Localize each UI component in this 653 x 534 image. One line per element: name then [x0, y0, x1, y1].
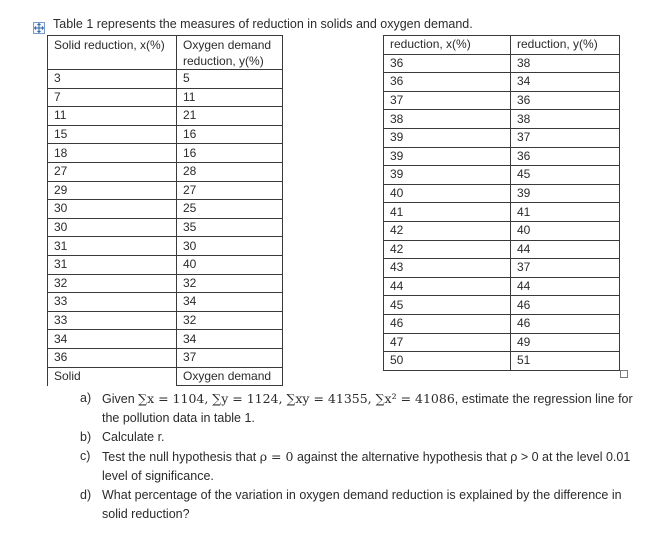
table-footer-row [48, 367, 283, 386]
table-row [384, 333, 620, 352]
cell-y-value: 16 [177, 144, 283, 163]
right-data-table [383, 35, 620, 371]
left-data-table [47, 35, 283, 386]
question-list [80, 389, 640, 524]
cell-y-value: 39 [511, 184, 620, 203]
cell-x-value: 36 [384, 54, 511, 73]
table-row [384, 54, 620, 73]
cell-y-value: 37 [511, 128, 620, 147]
cell-x-value: 31 [48, 255, 177, 274]
cell-x-value: 42 [384, 221, 511, 240]
table-row [48, 200, 283, 219]
cell-x-value: 44 [384, 277, 511, 296]
cell-x-value: 18 [48, 144, 177, 163]
cell-y-value: 51 [511, 352, 620, 371]
cell-x-value: 39 [384, 128, 511, 147]
cell-y-value: 28 [177, 162, 283, 181]
header-oxygen-demand-reduction: Oxygen demand reduction, y(%) [177, 36, 283, 70]
cell-x-value: 43 [384, 259, 511, 278]
header-solid-reduction: Solid reduction, x(%) [48, 36, 177, 70]
cell-x-value: 3 [48, 70, 177, 89]
question-marker: b) [80, 430, 92, 444]
question-c [80, 447, 640, 486]
cell-y-value: 11 [177, 88, 283, 107]
question-d [80, 486, 640, 524]
cell-y-value: 5 [177, 70, 283, 89]
cell-x-value: 27 [48, 162, 177, 181]
cell-x-value: 46 [384, 314, 511, 333]
cell-y-value: 37 [177, 348, 283, 367]
question-text-cont: against the alternative hypothesis that ρ > 0 at the level 0.01 level of significance. [102, 450, 631, 483]
question-b [80, 428, 640, 447]
cell-y-value: 25 [177, 200, 283, 219]
cell-x-value: 39 [384, 166, 511, 185]
table-row [384, 184, 620, 203]
table-row [48, 181, 283, 200]
table-row [384, 147, 620, 166]
table-row [384, 240, 620, 259]
cell-x-value: 41 [384, 203, 511, 222]
cell-x-value: 47 [384, 333, 511, 352]
cell-y-value: 16 [177, 125, 283, 144]
cell-x-value: 38 [384, 110, 511, 129]
table-row [48, 293, 283, 312]
footer-solid-label: Solid [48, 367, 177, 386]
cell-x-value: 36 [384, 73, 511, 92]
table-row [48, 162, 283, 181]
cell-y-value: 41 [511, 203, 620, 222]
table-row [48, 70, 283, 89]
move-arrows-icon [34, 23, 44, 33]
cell-x-value: 29 [48, 181, 177, 200]
table-row [384, 203, 620, 222]
question-text: Calculate r. [102, 430, 165, 444]
table-caption: Table 1 represents the measures of reduction in solids and oxygen demand. [53, 17, 473, 31]
cell-x-value: 31 [48, 237, 177, 256]
question-text: Test the null hypothesis that [102, 450, 260, 464]
cell-x-value: 7 [48, 88, 177, 107]
cell-x-value: 37 [384, 91, 511, 110]
table-row [384, 314, 620, 333]
cell-y-value: 45 [511, 166, 620, 185]
cell-y-value: 40 [511, 221, 620, 240]
cell-y-value: 36 [511, 91, 620, 110]
cell-y-value: 32 [177, 274, 283, 293]
cell-x-value: 40 [384, 184, 511, 203]
cell-y-value: 34 [511, 73, 620, 92]
cell-y-value: 27 [177, 181, 283, 200]
cell-y-value: 21 [177, 107, 283, 126]
table-row [384, 259, 620, 278]
cell-y-value: 30 [177, 237, 283, 256]
cell-y-value: 34 [177, 330, 283, 349]
table-row [48, 125, 283, 144]
question-marker: d) [80, 488, 92, 502]
table-row [48, 255, 283, 274]
cell-y-value: 35 [177, 218, 283, 237]
question-text: What percentage of the variation in oxygen demand reduction is explained by the difference in solid reduction? [102, 488, 622, 521]
cell-y-value: 37 [511, 259, 620, 278]
table-row [48, 88, 283, 107]
question-a [80, 389, 640, 428]
table-row [384, 166, 620, 185]
cell-y-value: 40 [177, 255, 283, 274]
question-text: Given [102, 392, 139, 406]
cell-x-value: 33 [48, 311, 177, 330]
table-row [384, 110, 620, 129]
cell-y-value: 46 [511, 296, 620, 315]
cell-y-value: 34 [177, 293, 283, 312]
table-row [48, 348, 283, 367]
cell-x-value: 42 [384, 240, 511, 259]
header-y-reduction: reduction, y(%) [511, 36, 620, 55]
cell-y-value: 38 [511, 54, 620, 73]
cell-x-value: 30 [48, 200, 177, 219]
cell-x-value: 45 [384, 296, 511, 315]
table-row [48, 218, 283, 237]
cell-y-value: 32 [177, 311, 283, 330]
question-math: ∑x = 1104, ∑y = 1124, ∑xy = 41355, ∑x² = 41086 [138, 391, 455, 406]
cell-x-value: 32 [48, 274, 177, 293]
table-row [48, 107, 283, 126]
table-row [384, 277, 620, 296]
table-row [384, 73, 620, 92]
table-header-row [48, 36, 283, 70]
cell-x-value: 30 [48, 218, 177, 237]
cell-x-value: 34 [48, 330, 177, 349]
table-row [384, 296, 620, 315]
header-x-reduction: reduction, x(%) [384, 36, 511, 55]
table-row [48, 311, 283, 330]
table-header-row [384, 36, 620, 55]
cell-x-value: 36 [48, 348, 177, 367]
table-row [48, 144, 283, 163]
cell-x-value: 11 [48, 107, 177, 126]
cell-y-value: 36 [511, 147, 620, 166]
table-move-handle[interactable] [33, 22, 45, 34]
table-row [384, 221, 620, 240]
cell-y-value: 38 [511, 110, 620, 129]
cell-x-value: 50 [384, 352, 511, 371]
question-marker: c) [80, 449, 91, 463]
cell-x-value: 33 [48, 293, 177, 312]
cell-y-value: 44 [511, 277, 620, 296]
cell-y-value: 44 [511, 240, 620, 259]
question-math: ρ = 0 [259, 449, 294, 464]
cell-x-value: 39 [384, 147, 511, 166]
table-resize-handle[interactable] [620, 370, 628, 378]
table-row [48, 330, 283, 349]
table-row [48, 274, 283, 293]
footer-oxygen-label: Oxygen demand [177, 367, 283, 386]
cell-y-value: 46 [511, 314, 620, 333]
cell-x-value: 15 [48, 125, 177, 144]
table-row [48, 237, 283, 256]
table-row [384, 128, 620, 147]
cell-y-value: 49 [511, 333, 620, 352]
question-marker: a) [80, 391, 92, 405]
table-row [384, 352, 620, 371]
question-text-cont: , estimate the regression line for the pollution data in table 1. [102, 392, 633, 425]
table-row [384, 91, 620, 110]
